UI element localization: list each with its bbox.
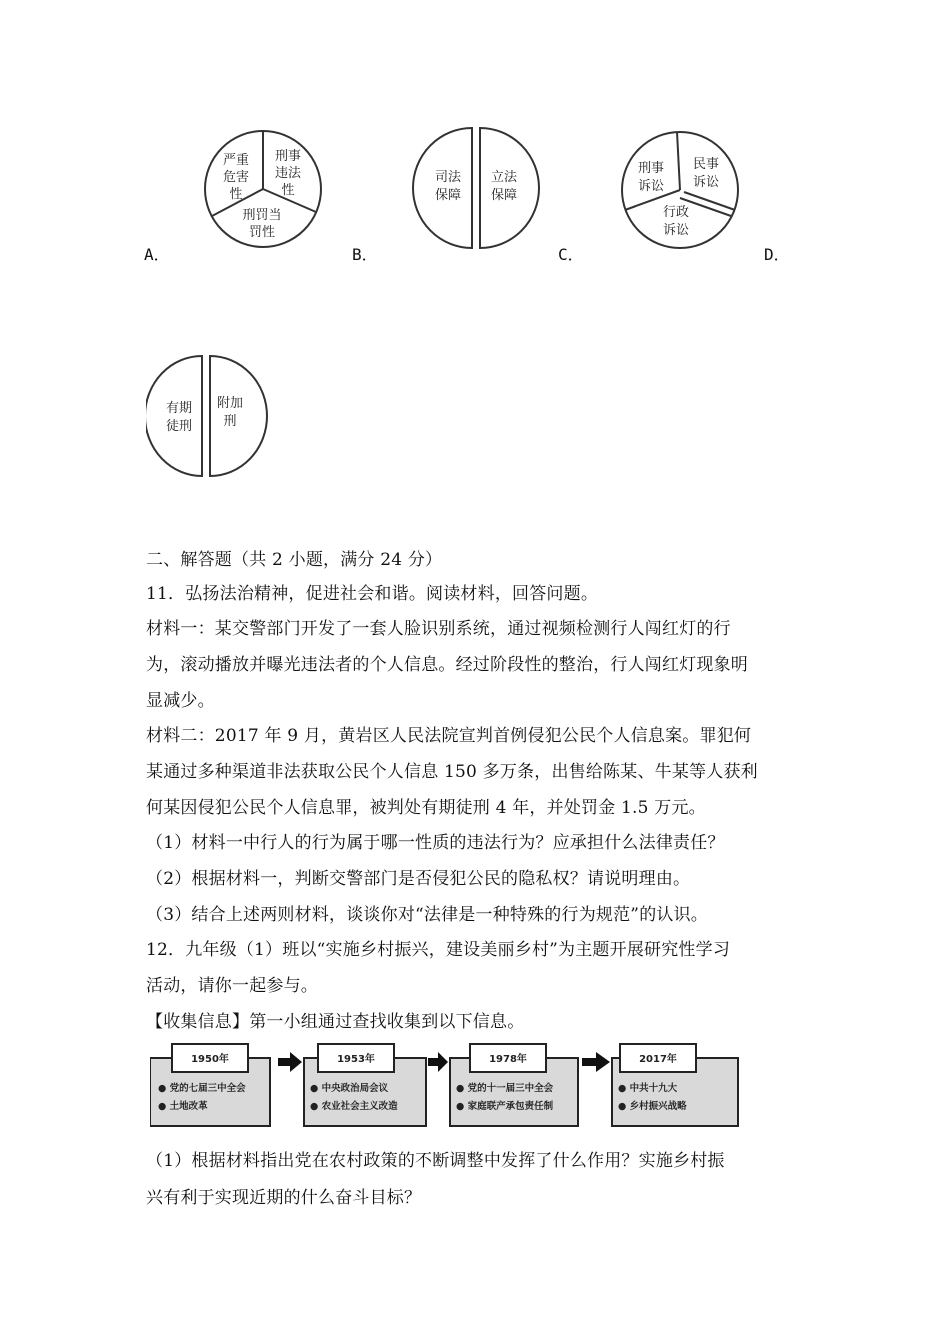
q12-subquestion: 兴有利于实现近期的什么奋斗目标？ [146,1188,422,1208]
seg-text: 刑 [223,414,237,429]
q11-line: （3）结合上述两则材料，谈谈你对“法律是一种特殊的行为规范”的认识。 [146,905,708,925]
q12-line: 【收集信息】第一小组通过查找收集到以下信息。 [146,1012,525,1032]
seg-text: 刑罚当 [242,208,282,223]
section-title: 二、解答题（共 2 小题，满分 24 分） [146,550,443,570]
seg-text: 性 [229,187,243,202]
seg-text: 罚性 [248,225,276,240]
seg-text: 司法 [434,170,462,185]
timeline-year: 1953年 [337,1054,375,1065]
seg-text: 保障 [434,188,462,203]
arrow-right-icon [582,1052,610,1072]
q11-line: 为，滚动播放并曝光违法者的个人信息。经过阶段性的整治，行人闯红灯现象明 [146,655,748,675]
q12-line: 活动，请你一起参与。 [146,976,318,996]
timeline-item: ● 土地改革 [158,1101,208,1112]
seg-text: 刑事 [637,161,665,176]
timeline-item: ● 党的十一届三中全会 [456,1083,554,1094]
timeline-item: ● 中共十九大 [618,1083,678,1094]
option-a-label: A． [144,245,170,264]
timeline-year: 2017年 [639,1054,677,1065]
seg-text: 附加 [216,396,244,411]
option-b-label: B． [352,245,378,264]
seg-text: 刑事 [274,149,302,164]
timeline-item: ● 乡村振兴战略 [618,1101,687,1112]
q11-line: 何某因侵犯公民个人信息罪，被判处有期徒刑 4 年，并处罚金 1.5 万元。 [146,798,706,818]
seg-text: 立法 [490,170,518,185]
q11-line: 材料一：某交警部门开发了一套人脸识别系统，通过视频检测行人闯红灯的行 [146,619,731,639]
pie-option-c [617,128,743,252]
seg-text: 性 [281,183,295,198]
q12-line: 12．九年级（1）班以“实施乡村振兴，建设美丽乡村”为主题开展研究性学习 [146,940,731,960]
q12-subquestion: （1）根据材料指出党在农村政策的不断调整中发挥了什么作用？实施乡村振 [146,1151,725,1171]
timeline-item: ● 党的七届三中全会 [158,1083,246,1094]
arrow-right-icon [278,1052,302,1072]
q11-line: （1）材料一中行人的行为属于哪一性质的违法行为？应承担什么法律责任？ [146,833,725,853]
option-c-label: C． [558,245,584,264]
timeline-year: 1978年 [489,1054,527,1065]
timeline-item: ● 农业社会主义改造 [310,1101,398,1112]
pie-option-d [146,352,270,480]
seg-text: 有期 [165,401,193,416]
q11-line: 显减少。 [146,691,215,711]
timeline-year: 1950年 [191,1054,229,1065]
seg-text: 民事 [692,157,720,172]
pie-option-a [200,128,326,250]
q11-line: 11．弘扬法治精神，促进社会和谐。阅读材料，回答问题。 [146,584,599,604]
arrow-right-icon [428,1052,448,1072]
pie-option-b [410,124,544,252]
timeline-item: ● 家庭联产承包责任制 [456,1101,554,1112]
seg-text: 严重 [222,153,250,168]
option-d-label: D． [764,245,790,264]
timeline-item: ● 中央政治局会议 [310,1083,389,1094]
q11-line: 材料二：2017 年 9 月，黄岩区人民法院宣判首例侵犯公民个人信息案。罪犯何 [146,726,752,746]
seg-text: 诉讼 [662,223,690,238]
q11-line: （2）根据材料一，判断交警部门是否侵犯公民的隐私权？请说明理由。 [146,869,691,889]
seg-text: 诉讼 [637,179,665,194]
seg-text: 行政 [662,205,690,220]
seg-text: 诉讼 [692,175,720,190]
seg-text: 徒刑 [165,419,193,434]
policy-timeline [150,1040,750,1130]
seg-text: 保障 [490,188,518,203]
q11-line: 某通过多种渠道非法获取公民个人信息 150 多万条，出售给陈某、牛某等人获利 [146,762,758,782]
seg-text: 危害 [222,170,250,185]
seg-text: 违法 [274,166,302,181]
